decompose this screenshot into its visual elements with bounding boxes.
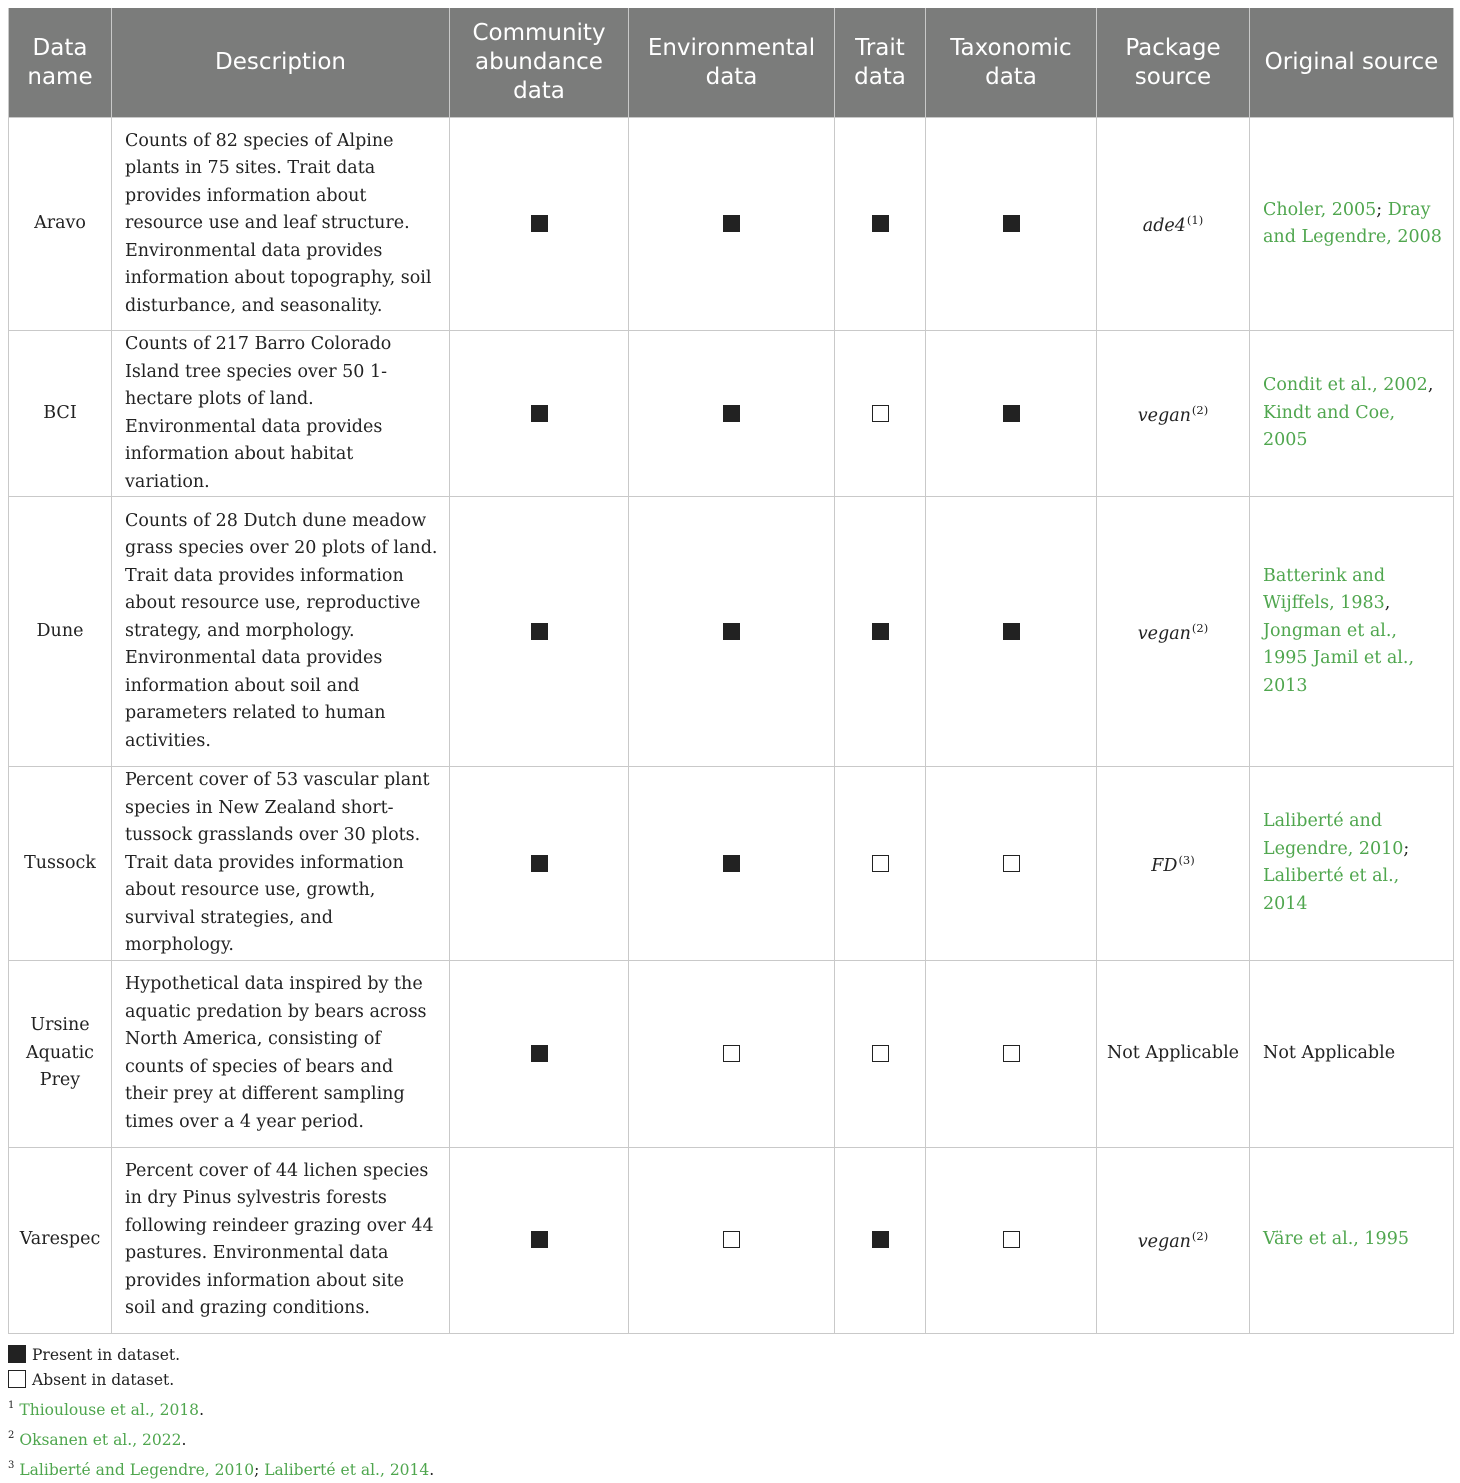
trait-cell (835, 497, 926, 767)
empty-square-icon (1003, 1231, 1020, 1248)
original-source-cell (1250, 767, 1454, 961)
source-text: , (1427, 375, 1434, 396)
header-environmental: Environmental data (629, 8, 835, 118)
package-source-cell (1097, 767, 1250, 961)
header-taxonomic: Taxonomic data (926, 8, 1097, 118)
community-cell (450, 1147, 629, 1333)
legend-absent-label: Absent in dataset. (32, 1370, 175, 1389)
header-description: Description (112, 8, 450, 118)
description-cell: Percent cover of 53 vascular plant species in New Zealand short-tussock grasslands over 30 plots. Trait data provides information about resource use, growth, survival strategies, and morphology. (112, 767, 450, 961)
citation-link[interactable]: Laliberté and Legendre, 2010 (19, 1460, 255, 1479)
citation-link[interactable]: Laliberté et al., 2014 (264, 1460, 430, 1479)
filled-square-icon (872, 1231, 889, 1248)
table-container (8, 8, 1453, 1483)
original-source-cell (1250, 331, 1454, 497)
citation-link[interactable]: Condit et al., 2002 (1263, 375, 1428, 396)
table-row (9, 960, 1454, 1147)
table-row (9, 118, 1454, 331)
citation-link[interactable]: Batterink and Wijffels, 1983 (1263, 565, 1386, 614)
empty-square-icon (872, 405, 889, 422)
original-source-cell (1250, 1147, 1454, 1333)
table-legend (8, 1343, 1453, 1483)
empty-square-icon (723, 1045, 740, 1062)
community-cell (450, 331, 629, 497)
empty-square-icon (8, 1370, 26, 1388)
package-name: vegan (1137, 1232, 1191, 1253)
filled-square-icon (531, 215, 548, 232)
description-cell: Counts of 82 species of Alpine plants in 75 sites. Trait data provides information about resource use and leaf structure. Environmental data provides information about topography, soil disturbance, and seasonality. (112, 118, 450, 331)
legend-absent (8, 1368, 1453, 1393)
trait-cell (835, 118, 926, 331)
environmental-cell (629, 1147, 835, 1333)
filled-square-icon (723, 623, 740, 640)
empty-square-icon (1003, 855, 1020, 872)
filled-square-icon (1003, 215, 1020, 232)
filled-square-icon (872, 215, 889, 232)
table-body (9, 118, 1454, 1334)
footnote (8, 1393, 1453, 1423)
community-cell (450, 960, 629, 1147)
community-cell (450, 767, 629, 961)
empty-square-icon (1003, 1045, 1020, 1062)
footnote-number: 2 (8, 1429, 15, 1441)
package-source-cell (1097, 497, 1250, 767)
citation-link[interactable]: Laliberté et al., 2014 (1263, 866, 1400, 914)
empty-square-icon (723, 1231, 740, 1248)
package-name: FD (1151, 855, 1178, 876)
description-cell: Hypothetical data inspired by the aquatic predation by bears across North America, consisting of counts of species of bears and their prey at different sampling times over a 4 year period. (112, 960, 450, 1147)
filled-square-icon (1003, 623, 1020, 640)
data-name-cell: Dune (9, 497, 112, 767)
environmental-cell (629, 118, 835, 331)
package-footnote-ref: (2) (1191, 402, 1209, 417)
original-source-cell (1250, 497, 1454, 767)
header-row (9, 8, 1454, 118)
filled-square-icon (531, 1231, 548, 1248)
legend-present-label: Present in dataset. (32, 1345, 181, 1364)
original-source-cell (1250, 960, 1454, 1147)
filled-square-icon (723, 405, 740, 422)
filled-square-icon (531, 855, 548, 872)
trait-cell (835, 767, 926, 961)
citation-link[interactable]: Choler, 2005 (1263, 199, 1377, 220)
package-source-cell (1097, 960, 1250, 1147)
data-name-cell: Aravo (9, 118, 112, 331)
filled-square-icon (872, 623, 889, 640)
footnote-text: . (181, 1430, 187, 1449)
package-name: vegan (1137, 405, 1191, 426)
data-name-cell: Tussock (9, 767, 112, 961)
legend-present (8, 1343, 1453, 1368)
data-name-cell: Varespec (9, 1147, 112, 1333)
trait-cell (835, 1147, 926, 1333)
footnote-text: . (199, 1400, 204, 1419)
footnote-number: 1 (8, 1399, 15, 1411)
environmental-cell (629, 960, 835, 1147)
package-footnote-ref: (2) (1191, 1229, 1209, 1244)
original-source-cell (1250, 118, 1454, 331)
source-text: , (1384, 593, 1391, 614)
taxonomic-cell (926, 118, 1097, 331)
package-name: vegan (1137, 623, 1191, 644)
citation-link[interactable]: Oksanen et al., 2022 (19, 1430, 182, 1449)
footnote-number: 3 (8, 1459, 15, 1471)
header-data-name: Data name (9, 8, 112, 118)
footnote (8, 1423, 1453, 1453)
package-source-cell (1097, 331, 1250, 497)
filled-square-icon (723, 215, 740, 232)
citation-link[interactable]: Jamil et al., 2013 (1263, 648, 1415, 696)
taxonomic-cell (926, 767, 1097, 961)
filled-square-icon (531, 1045, 548, 1062)
package-source-cell (1097, 1147, 1250, 1333)
footnote-text: ; (254, 1460, 265, 1479)
taxonomic-cell (926, 1147, 1097, 1333)
source-text: Not Applicable (1263, 1042, 1396, 1063)
package-name: Not Applicable (1106, 1042, 1240, 1063)
data-name-cell: Ursine Aquatic Prey (9, 960, 112, 1147)
filled-square-icon (723, 855, 740, 872)
package-source-cell (1097, 118, 1250, 331)
empty-square-icon (872, 1045, 889, 1062)
taxonomic-cell (926, 331, 1097, 497)
taxonomic-cell (926, 960, 1097, 1147)
description-cell: Counts of 28 Dutch dune meadow grass species over 20 plots of land. Trait data provides information about resource use, reproductive strategy, and morphology. Environmental data provides information about soil and parameters related to human activities. (112, 497, 450, 767)
environmental-cell (629, 767, 835, 961)
citation-link[interactable]: Thioulouse et al., 2018 (19, 1400, 200, 1419)
description-cell: Percent cover of 44 lichen species in dry Pinus sylvestris forests following reindeer grazing over 44 pastures. Environmental data provides information about site soil and grazing conditions. (112, 1147, 450, 1333)
header-community-abundance: Community abundance data (450, 8, 629, 118)
citation-link[interactable]: Väre et al., 1995 (1263, 1229, 1409, 1250)
package-footnote-ref: (3) (1178, 852, 1195, 867)
footnote-text: . (429, 1460, 435, 1479)
footnotes (8, 1393, 1453, 1483)
environmental-cell (629, 331, 835, 497)
filled-square-icon (8, 1345, 26, 1363)
package-footnote-ref: (1) (1186, 213, 1204, 228)
citation-link[interactable]: Kindt and Coe, 2005 (1263, 402, 1396, 451)
citation-link[interactable]: Jongman et al., 1995 (1263, 620, 1397, 669)
community-cell (450, 497, 629, 767)
footnote (8, 1453, 1453, 1483)
header-package-source: Package source (1097, 8, 1250, 118)
table-row (9, 767, 1454, 961)
table-row (9, 497, 1454, 767)
empty-square-icon (872, 855, 889, 872)
table-row (9, 331, 1454, 497)
taxonomic-cell (926, 497, 1097, 767)
data-name-cell: BCI (9, 331, 112, 497)
trait-cell (835, 331, 926, 497)
header-trait: Trait data (835, 8, 926, 118)
citation-link[interactable]: Laliberté and Legendre, 2010 (1263, 811, 1404, 859)
header-original-source: Original source (1250, 8, 1454, 118)
source-text: ; (1376, 199, 1388, 220)
package-footnote-ref: (2) (1191, 620, 1209, 635)
filled-square-icon (531, 405, 548, 422)
datasets-table (8, 8, 1454, 1334)
table-row (9, 1147, 1454, 1333)
citation-link[interactable]: Dray and Legendre, 2008 (1263, 199, 1442, 247)
filled-square-icon (531, 623, 548, 640)
community-cell (450, 118, 629, 331)
source-text: ; (1403, 838, 1410, 859)
trait-cell (835, 960, 926, 1147)
package-name: ade4 (1142, 216, 1186, 237)
filled-square-icon (1003, 405, 1020, 422)
description-cell: Counts of 217 Barro Colorado Island tree species over 50 1-hectare plots of land. Environmental data provides information about habitat variation. (112, 331, 450, 497)
environmental-cell (629, 497, 835, 767)
